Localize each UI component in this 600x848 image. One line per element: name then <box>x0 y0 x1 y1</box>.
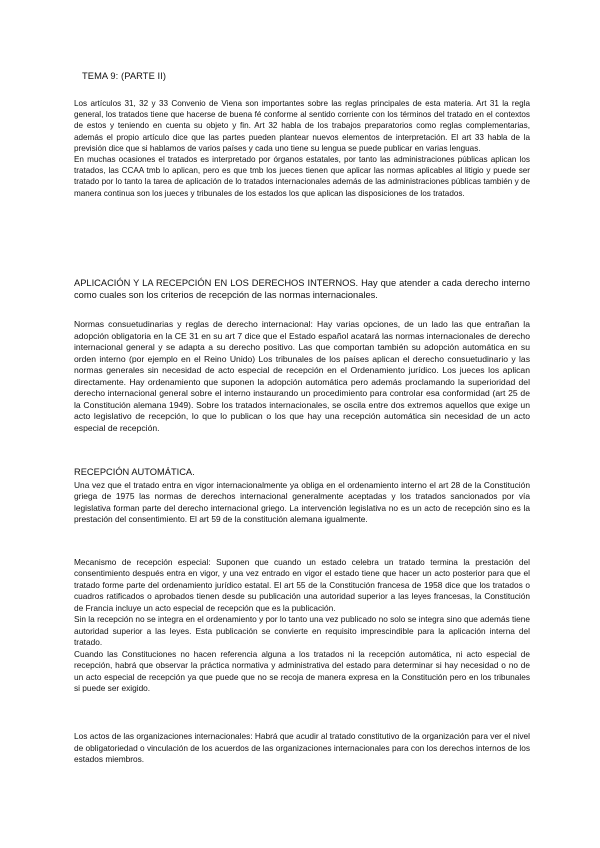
special-reception-paragraph-publication: Sin la recepción no se integra en el ordenamiento y por lo tanto una vez publicado no solo se integra sino que además tiene autoridad superior a las leyes. Esta publicación se convierte en requisito imprescindible para la aplicación interna del tratado. <box>74 614 530 648</box>
automatic-reception-paragraph: Una vez que el tratado entra en vigor internacionalmente ya obliga en el ordenamiento interno el art 28 de la Constitución griega de 1975 las normas de derechos internacional generalmente aceptadas y los tratados sancionados por vía legislativa forman parte del derecho internacional griego. La intervención legislativa no es un acto de recepción sino es la prestación del consentimiento. El art 59 de la constitución alemana igualmente. <box>74 480 530 525</box>
intro-section <box>74 98 530 199</box>
customary-paragraph: Normas consuetudinarias y reglas de derecho internacional: Hay varias opciones, de un lado las que entrañan la adopción obligatoria en la CE 31 en su art 7 dice que el Estado español acatará las normas internacionales de derecho internacional general y se adapta a su derecho positivo. Las que comportan también su adopción automática en su orden interno (por ejemplo en el Reino Unido) Los tribunales de los países aplican el derecho consuetudinario y las normas generales sin necesidad de acto especial de recepción en el Ordenamiento jurídico. Los jueces los aplican directamente. Hay ordenamiento que suponen la adopción automática pero además proclamando la superioridad del derecho internacional general sobre el interno instaurando un procedimiento para controlar esa conformidad (art 25 de la Constitución alemana 1949). Sobre los tratados internacionales, se oscila entre dos extremos aquellos que exige un acto legislativo de recepción, lo que lo publican o los que hay una recepción automática sin necesidad de un acto especial de recepción. <box>74 319 530 433</box>
customary-section <box>74 319 530 434</box>
automatic-reception-section <box>74 480 530 526</box>
special-reception-paragraph-practice: Cuando las Constituciones no hacen referencia alguna a los tratados ni la recepción automática, ni acto especial de recepción, habrá que observar la práctica normativa y administrativa del estado para determinar si hay necesidad o no de un acto especial de recepción ya que puede que no se recoja de manera expresa en la Constitución pero en los tribunales si puede ser exigido. <box>74 648 530 693</box>
intro-paragraph-vienna: Los artículos 31, 32 y 33 Convenio de Viena son importantes sobre las reglas principales de esta materia. Art 31 la regla general, los tratados tiene que hacerse de buena fé conforme al sentido corriente con los términos del tratado en el contextos de estos y teniendo en cuenta su objeto y fin. Art 32 habla de los trabajos preparatorios como reglas complementarias, además el propio artículo dice que las partes pueden plantear nuevos elementos de interpretación. El art 33 habla de la previsión dice que si hablamos de varios países y cada uno tiene su lengua se puede publicar en varias lenguas. <box>74 99 530 153</box>
document-title: TEMA 9: (PARTE II) <box>82 71 167 81</box>
organizations-section <box>74 731 530 766</box>
intro-paragraph-organs: En muchas ocasiones el tratados es interpretado por órganos estatales, por tanto las administraciones públicas aplican los tratados, las CCAA tmb lo aplican, pero es que tmb los jueces tienen que aplicar las normas aplicables al litigio y puede ser tratado por lo tanto la tarea de aplicación de lo tratados internacionales además de las administraciones públicas también y de manera continua son los jueces y tribunales de los estados los que aplican las disposiciones de los tratados. <box>74 155 530 198</box>
application-section: APLICACIÓN Y LA RECEPCIÓN EN LOS DERECHOS INTERNOS. Hay que atender a cada derecho interno como cuales son los criterios de recepción de las normas internacionales. <box>74 278 530 301</box>
special-reception-section <box>74 557 530 694</box>
automatic-reception-heading: RECEPCIÓN AUTOMÁTICA. <box>74 467 195 477</box>
special-reception-paragraph-mechanism: Mecanismo de recepción especial: Suponen que cuando un estado celebra un tratado termina la prestación del consentimiento después entra en vigor, y una vez entrado en vigor el estado tiene que hacer un acto posterior para que el tratado forme parte del ordenamiento jurídico estatal. El art 55 de la Constitución francesa de 1958 dice que los tratados o cuadros ratificados o aprobados tienen desde su publicación una autoridad superior a las leyes francesas, la Constitución de Francia incluye un acto especial de recepción que es la publicación. <box>74 557 530 613</box>
organizations-paragraph: Los actos de las organizaciones internacionales: Habrá que acudir al tratado constitutivo de la organización para ver el nivel de obligatoriedad o vinculación de los acuerdos de las organizaciones internacionales para con los derechos internos de los estados miembros. <box>74 731 530 765</box>
